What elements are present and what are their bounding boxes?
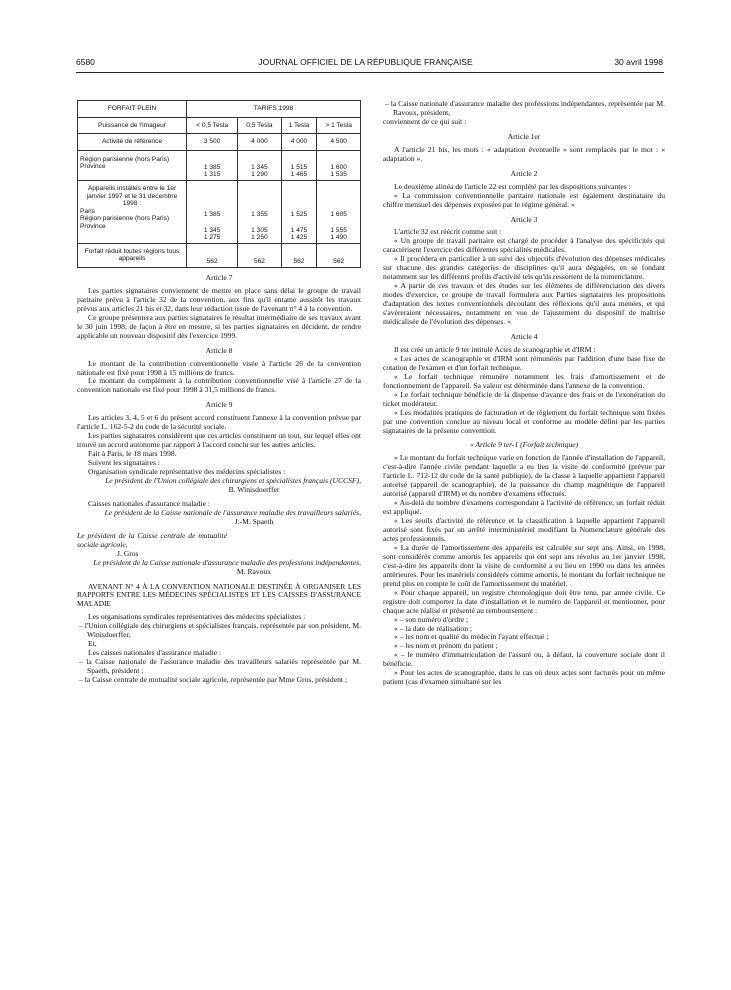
list-item: « – son numéro d'ordre ; xyxy=(394,614,469,624)
list-item: – la Caisse centrale de mutualité sociale agricole, représentée par Mme Gros, président ; xyxy=(79,674,347,684)
table-cell: 1 535 xyxy=(330,171,347,179)
article-8-title: Article 8 xyxy=(205,345,233,355)
journal-title: JOURNAL OFFICIEL DE LA RÉPUBLIQUE FRANÇAISE xyxy=(258,57,473,67)
table-cell: 1 315 xyxy=(203,171,221,179)
signatory-title: Le président de la Caisse nationale de l'assurance maladie des travailleurs salariés, xyxy=(104,507,361,517)
article-4-paragraph: « Les modalités pratiques de facturation et de règlement du forfait technique sont fixées par une convention conclue au niveau local et conforme au modèle défini par les parties signataires de la présente convention. xyxy=(383,407,665,435)
article-4-title: Article 4 xyxy=(510,331,538,341)
article-9ter-paragraph: « Pour chaque appareil, un registre chronologique doit être tenu, par année civile. Ce registre doit comporter la date d'installation et le numéro de l'appareil et mentionner, pour chaque acte réalisé et présenté au remboursement : xyxy=(383,587,665,615)
table-cell: 1 515 xyxy=(290,163,308,171)
suivent-signataires: Suivent les signataires : xyxy=(88,458,160,468)
header-rule xyxy=(76,72,664,73)
article-4-paragraph: « Les actes de scanographie et d'IRM sont rémunérés par l'addition d'une base fixe de cotation de l'examen et d'un forfait technique. xyxy=(383,353,665,372)
article-1-title: Article 1er xyxy=(507,131,541,141)
list-item: « – les nom et qualité du médecin l'ayant effectué ; xyxy=(394,632,549,642)
appareils-labels xyxy=(78,180,187,243)
et: Et, xyxy=(88,638,97,648)
table-cell: 3 500 xyxy=(187,134,238,151)
table-cell: 1 305 xyxy=(251,226,268,234)
organisations-syndicales: Les organisations syndicales représentatives des médecins spécialistes : xyxy=(88,611,306,621)
tarifs-header: TARIFS 1998 xyxy=(187,101,361,118)
article-9ter-paragraph: « La durée de l'amortissement des appareils est calculée sur sept ans. Ainsi, en 1998, sont considérés comme amortis les appareils qui ont sept ans révolus au 1er janvier 1998, c'est-à-dire les appareils dont la visite de conformité a eu lieu en 1990 ou dans les années antérieures. Pour les matériels considérés comme amortis, le montant du forfait technique ne prend plus en compte le coût de l'amortissement du matériel. xyxy=(383,542,665,588)
puissance-label: Puissance de l'imageur xyxy=(78,117,187,134)
article-2-paragraph: « La commission conventionnelle paritaire nationale est également destinataire du chiffre mensuel des dépenses exposées par le régime général. » xyxy=(383,190,665,209)
list-item: – la Caisse nationale d'assurance maladie des professions indépendantes, représentée par M. Ravoux, président, xyxy=(385,99,665,117)
article-3-paragraph: « Un groupe de travail paritaire est chargé de procéder à l'analyse des spécificités qui caractérisent l'exercice des différentes spécialités médicales. xyxy=(383,236,665,255)
article-2-paragraph: Le deuxième alinéa de l'article 22 est complété par les dispositions suivantes : xyxy=(394,181,631,191)
signatory-name: J. Gros xyxy=(117,548,139,558)
article-7-paragraph: Les parties signataires conviennent de mettre en place sans délai le groupe de travail paritaire prévu à l'article 32 de la convention, aux fins qu'il entame aussitôt les travaux prévus aux articles 21 bis et 32, dans leur rédaction issue de l'avenant n° 4 à la convention. xyxy=(77,285,361,313)
article-9-paragraph: Les parties signataires considèrent que ces articles constituent un tout, sur lequel elles ont trouvé un accord autonome par rapport à l'accord conclu sur les autres articles. xyxy=(77,431,361,450)
table-cell: 1 605 xyxy=(330,210,347,218)
table-cell: 1 290 xyxy=(251,171,268,179)
forfait-plein-header: FORFAIT PLEIN xyxy=(78,101,187,118)
article-9-paragraph: Les articles 3, 4, 5 et 6 du présent accord constituent l'annexe à la convention prévue par l'article L. 162-5-2 du code de la sécurité sociale. xyxy=(77,413,361,432)
article-4-paragraph: Il est créé un article 9 ter intitulé Actes de scanographie et d'IRM : xyxy=(394,344,596,354)
article-9-title: Article 9 xyxy=(205,400,233,410)
article-8-paragraph: Le montant de la contribution conventionnelle visée à l'article 26 de la convention nationale est fixé pour 1998 à 15 millions de francs. xyxy=(77,358,361,377)
col-header-2: 0,5 Tesla xyxy=(238,117,281,134)
table-cell: 1 385 xyxy=(203,210,221,218)
article-1-paragraph: A l'article 21 bis, les mots : « adaptation éventuelle » sont remplacés par le mot : « adaptation ». xyxy=(383,144,665,163)
article-3-paragraph: « A partir de ces travaux et des études sur les éléments de différenciation des divers modes d'exercice, ce groupe de travail formulera aux Parties signataires les propositions d'adaptation des textes conventionnels découlant des réflexions qu'il aura menées, et qui s'avéreraient nécessaires, notamment en vue de l'ajustement du dispositif de maîtrise médicalisée de l'évolution des dépenses. » xyxy=(383,281,665,327)
col-header-3: 1 Tesla xyxy=(281,117,317,134)
article-4-paragraph: « Le forfait technique rémunère notamment les frais d'amortissement et de fonctionnement de l'appareil. Sa valeur est déterminée dans l'annexe de la convention. xyxy=(383,371,665,390)
signatory-name: B. Winisdoerffer xyxy=(228,484,280,494)
article-9ter-paragraph: « Les seuils d'activité de référence et la classification à laquelle appartient l'appareil autorisé sont fixés par un arrêté interministériel modifiant la Nomenclature générale des actes professionnels. xyxy=(383,516,665,543)
caisses-nationales-2: Les caisses nationales d'assurance maladie : xyxy=(88,647,222,657)
table-cell: 562 xyxy=(187,243,238,267)
publication-date: 30 avril 1998 xyxy=(614,57,663,67)
table-cell: 562 xyxy=(238,243,281,267)
table-cell: 1 355 xyxy=(251,210,268,218)
table-cell: 1 490 xyxy=(330,234,347,242)
table-cell: 4 000 xyxy=(281,134,317,151)
activite-label: Activité de référence xyxy=(78,134,187,151)
table-cell: 1 275 xyxy=(203,234,221,242)
tarif-table xyxy=(77,100,361,268)
table-cell: 1 555 xyxy=(330,226,347,234)
paris-label: Paris xyxy=(80,207,96,215)
caisses-nationales: Caisses nationales d'assurance maladie : xyxy=(88,498,210,508)
table-cell: 4 500 xyxy=(317,134,361,151)
article-7-paragraph: Ce groupe présentera aux parties signataires le résultat intermédiaire de ses travaux avant le 30 juin 1998, de façon à être en mesure, si les parties signataires en décident, de rendre applicable un nouveau dispositif dès l'exercice 1999. xyxy=(77,312,361,340)
forfait-reduit-label: Forfait réduit toutes régions tous appareils xyxy=(78,243,187,267)
conviennent: conviennent de ce qui suit : xyxy=(383,116,467,126)
page-number: 6580 xyxy=(76,57,95,67)
list-item: « – les nom et prénom du patient ; xyxy=(394,641,498,651)
table-cell: 562 xyxy=(281,243,317,267)
article-9ter-paragraph: « Pour les actes de scanographie, dans le cas où deux actes sont facturés pour un même patient (cas d'examen simultané sur les xyxy=(383,668,665,687)
appareils-label: Appareils installés entre le 1er janvier 1997 et le 31 décembre 1998 : xyxy=(86,184,178,208)
signatory-title: Le président de la Caisse centrale de mutualité sociale agricole, xyxy=(77,530,227,549)
avenant-title: AVENANT N° 4 À LA CONVENTION NATIONALE DESTINÉE À ORGANISER LES RAPPORTS ENTRE LES MÉDECINS SPÉCIALISTES ET LES CAISSES D'ASSURANCE MALADIE xyxy=(77,581,361,609)
article-9ter-paragraph: « Le montant du forfait technique varie en fonction de l'année d'installation de l'appareil, c'est-à-dire l'année civile pendant laquelle a eu lieu la visite de conformité (prévue par l'article L. 712-12 du code de la santé publique), de la classe à laquelle appartient l'appareil autorisé (appareil de scanographie), de la puissance du champ magnétique de l'appareil autorisé (appareil d'IRM) et du nombre d'examens effectués. xyxy=(383,453,665,499)
article-2-title: Article 2 xyxy=(510,168,538,178)
table-cell: 562 xyxy=(317,243,361,267)
article-8-paragraph: Le montant du complément à la contribution conventionnelle visé à l'article 27 de la convention nationale est fixé pour 1998 à 31,5 millions de francs. xyxy=(77,376,361,395)
article-7-title: Article 7 xyxy=(205,272,233,282)
table-cell: 1 425 xyxy=(290,234,308,242)
list-item: « – la date de réalisation ; xyxy=(394,623,473,633)
article-9ter-1-title: « Article 9 ter-1 (Forfait technique) xyxy=(469,440,579,450)
fait-a-paris: Fait à Paris, le 18 mars 1998. xyxy=(88,449,177,459)
page-header xyxy=(0,57,731,71)
table-cell: 1 345 xyxy=(251,163,268,171)
list-item: « – le numéro d'immatriculation de l'assuré ou, à défaut, la couverture sociale dont il bénéficie. xyxy=(383,650,665,669)
right-column xyxy=(383,100,665,687)
region2-label: Région parisienne (hors Paris) xyxy=(80,215,170,223)
signatory-name: M. Ravoux xyxy=(236,566,272,576)
article-9ter-paragraph: « Au-delà du nombre d'examens correspondant à l'activité de référence, un forfait réduit est appliqué. xyxy=(383,498,665,517)
list-item: – l'Union collégiale des chirurgiens et spécialistes français, représentée par son président, M. Winisdoerffer, xyxy=(79,620,361,639)
table-cell: 1 250 xyxy=(251,234,268,242)
article-4-paragraph: « Le forfait technique bénéficie de la dispense d'avance des frais et de l'exonération du ticket modérateur. xyxy=(383,389,665,408)
article-3-paragraph: « Il procédera en particulier à un suivi des objectifs d'évolution des dépenses médicales sur chacune des grandes catégories de disciplines qu'il aura dégagées, en se fondant notamment sur les différents profils d'activité tels qu'ils ressortent de la nomenclature. xyxy=(383,254,665,282)
table-cell: 1 345 xyxy=(203,226,221,234)
signatory-title: Le président de la Caisse nationale d'assurance maladie des professions indépendantes, xyxy=(93,557,361,567)
province2-label: Province xyxy=(80,222,106,230)
left-column xyxy=(77,100,361,685)
organisation-syndicale: Organisation syndicale représentative des médecins spécialistes : xyxy=(88,467,286,477)
list-item: – la Caisse nationale de l'assurance maladie des travailleurs salariés représentée par M. Spaeth, président ; xyxy=(79,656,361,675)
province-label: Province xyxy=(80,163,106,171)
table-cell: 4 000 xyxy=(238,134,281,151)
table-cell: 1 600 xyxy=(330,163,347,171)
table-cell: 1 475 xyxy=(290,226,308,234)
signatory-name: J.-M. Spaeth xyxy=(234,516,274,526)
article-3-paragraph: L'article 32 est réécrit comme suit : xyxy=(394,227,502,237)
table-cell: 1 385 xyxy=(203,163,221,171)
region-label: Région parisienne (hors Paris) xyxy=(80,155,170,163)
table-cell: 1 525 xyxy=(290,210,308,218)
article-3-title: Article 3 xyxy=(510,214,538,224)
region-province-labels xyxy=(78,150,187,180)
col-header-4: > 1 Tesla xyxy=(317,117,361,134)
signatory-title: Le président de l'Union collégiale des chirurgiens et spécialistes français (UCCSF), xyxy=(105,476,361,485)
table-cell: 1 465 xyxy=(290,171,308,179)
col-header-1: < 0,5 Tesla xyxy=(187,117,238,134)
